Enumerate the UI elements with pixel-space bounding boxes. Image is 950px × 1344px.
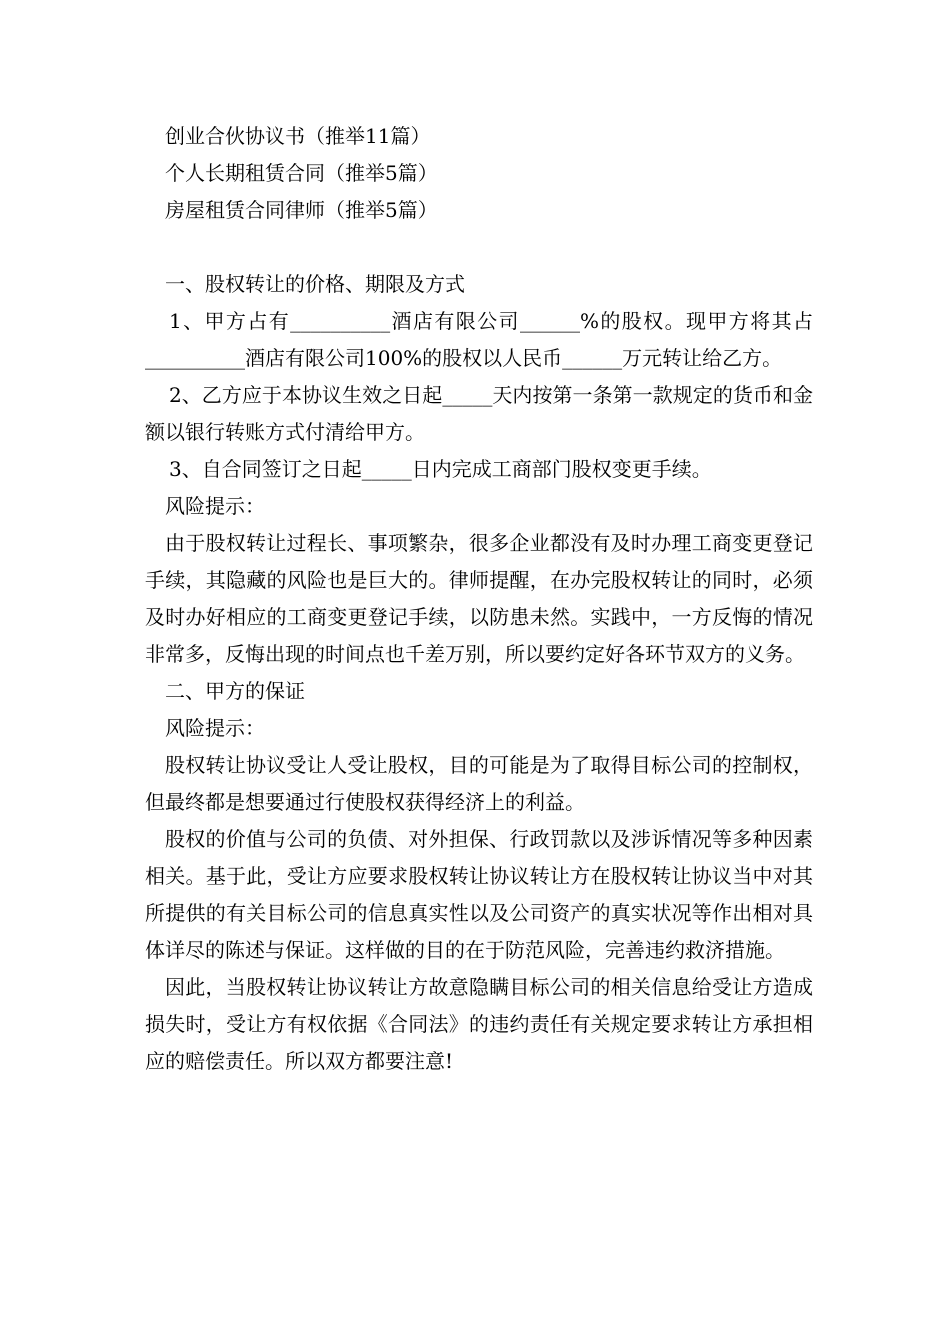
section-heading: 二、甲方的保证 — [165, 679, 305, 703]
clause-paragraph: 1、甲方占有__________酒店有限公司______%的股权。现甲方将其占__________酒店有限公司100%的股权以人民币______万元转让给乙方。 — [145, 309, 813, 370]
related-link[interactable]: 个人长期租赁合同（推举5篇） — [165, 161, 438, 185]
clause-paragraph: 3、自合同签订之日起_____日内完成工商部门股权变更手续。 — [169, 457, 712, 481]
related-link[interactable]: 房屋租赁合同律师（推举5篇） — [165, 198, 438, 222]
section-heading: 一、股权转让的价格、期限及方式 — [165, 272, 465, 296]
body-paragraph: 因此，当股权转让协议转让方故意隐瞒目标公司的相关信息给受让方造成损失时，受让方有权依据《合同法》的违约责任有关规定要求转让方承担相应的赔偿责任。所以双方都要注意! — [145, 975, 813, 1073]
related-link[interactable]: 创业合伙协议书（推举11篇） — [165, 124, 431, 148]
risk-heading: 风险提示： — [165, 716, 265, 740]
clause-paragraph: 2、乙方应于本协议生效之日起_____天内按第一条第一款规定的货币和金额以银行转账方式付清给甲方。 — [145, 383, 813, 444]
related-links — [165, 118, 865, 229]
body-paragraph: 股权的价值与公司的负债、对外担保、行政罚款以及涉诉情况等多种因素相关。基于此，受让方应要求股权转让协议转让方在股权转让协议当中对其所提供的有关目标公司的信息真实性以及公司资产的真实状况等作出相对具体详尽的陈述与保证。这样做的目的在于防范风险，完善违约救济措施。 — [145, 827, 813, 962]
body-paragraph: 股权转让协议受让人受让股权，目的可能是为了取得目标公司的控制权，但最终都是想要通过行使股权获得经济上的利益。 — [145, 753, 813, 814]
document-body — [145, 266, 813, 1080]
risk-heading: 风险提示： — [165, 494, 265, 518]
body-paragraph: 由于股权转让过程长、事项繁杂，很多企业都没有及时办理工商变更登记手续，其隐藏的风险也是巨大的。律师提醒，在办完股权转让的同时，必须及时办好相应的工商变更登记手续，以防患未然。实践中，一方反悔的情况非常多，反悔出现的时间点也千差万别，所以要约定好各环节双方的义务。 — [145, 531, 813, 666]
